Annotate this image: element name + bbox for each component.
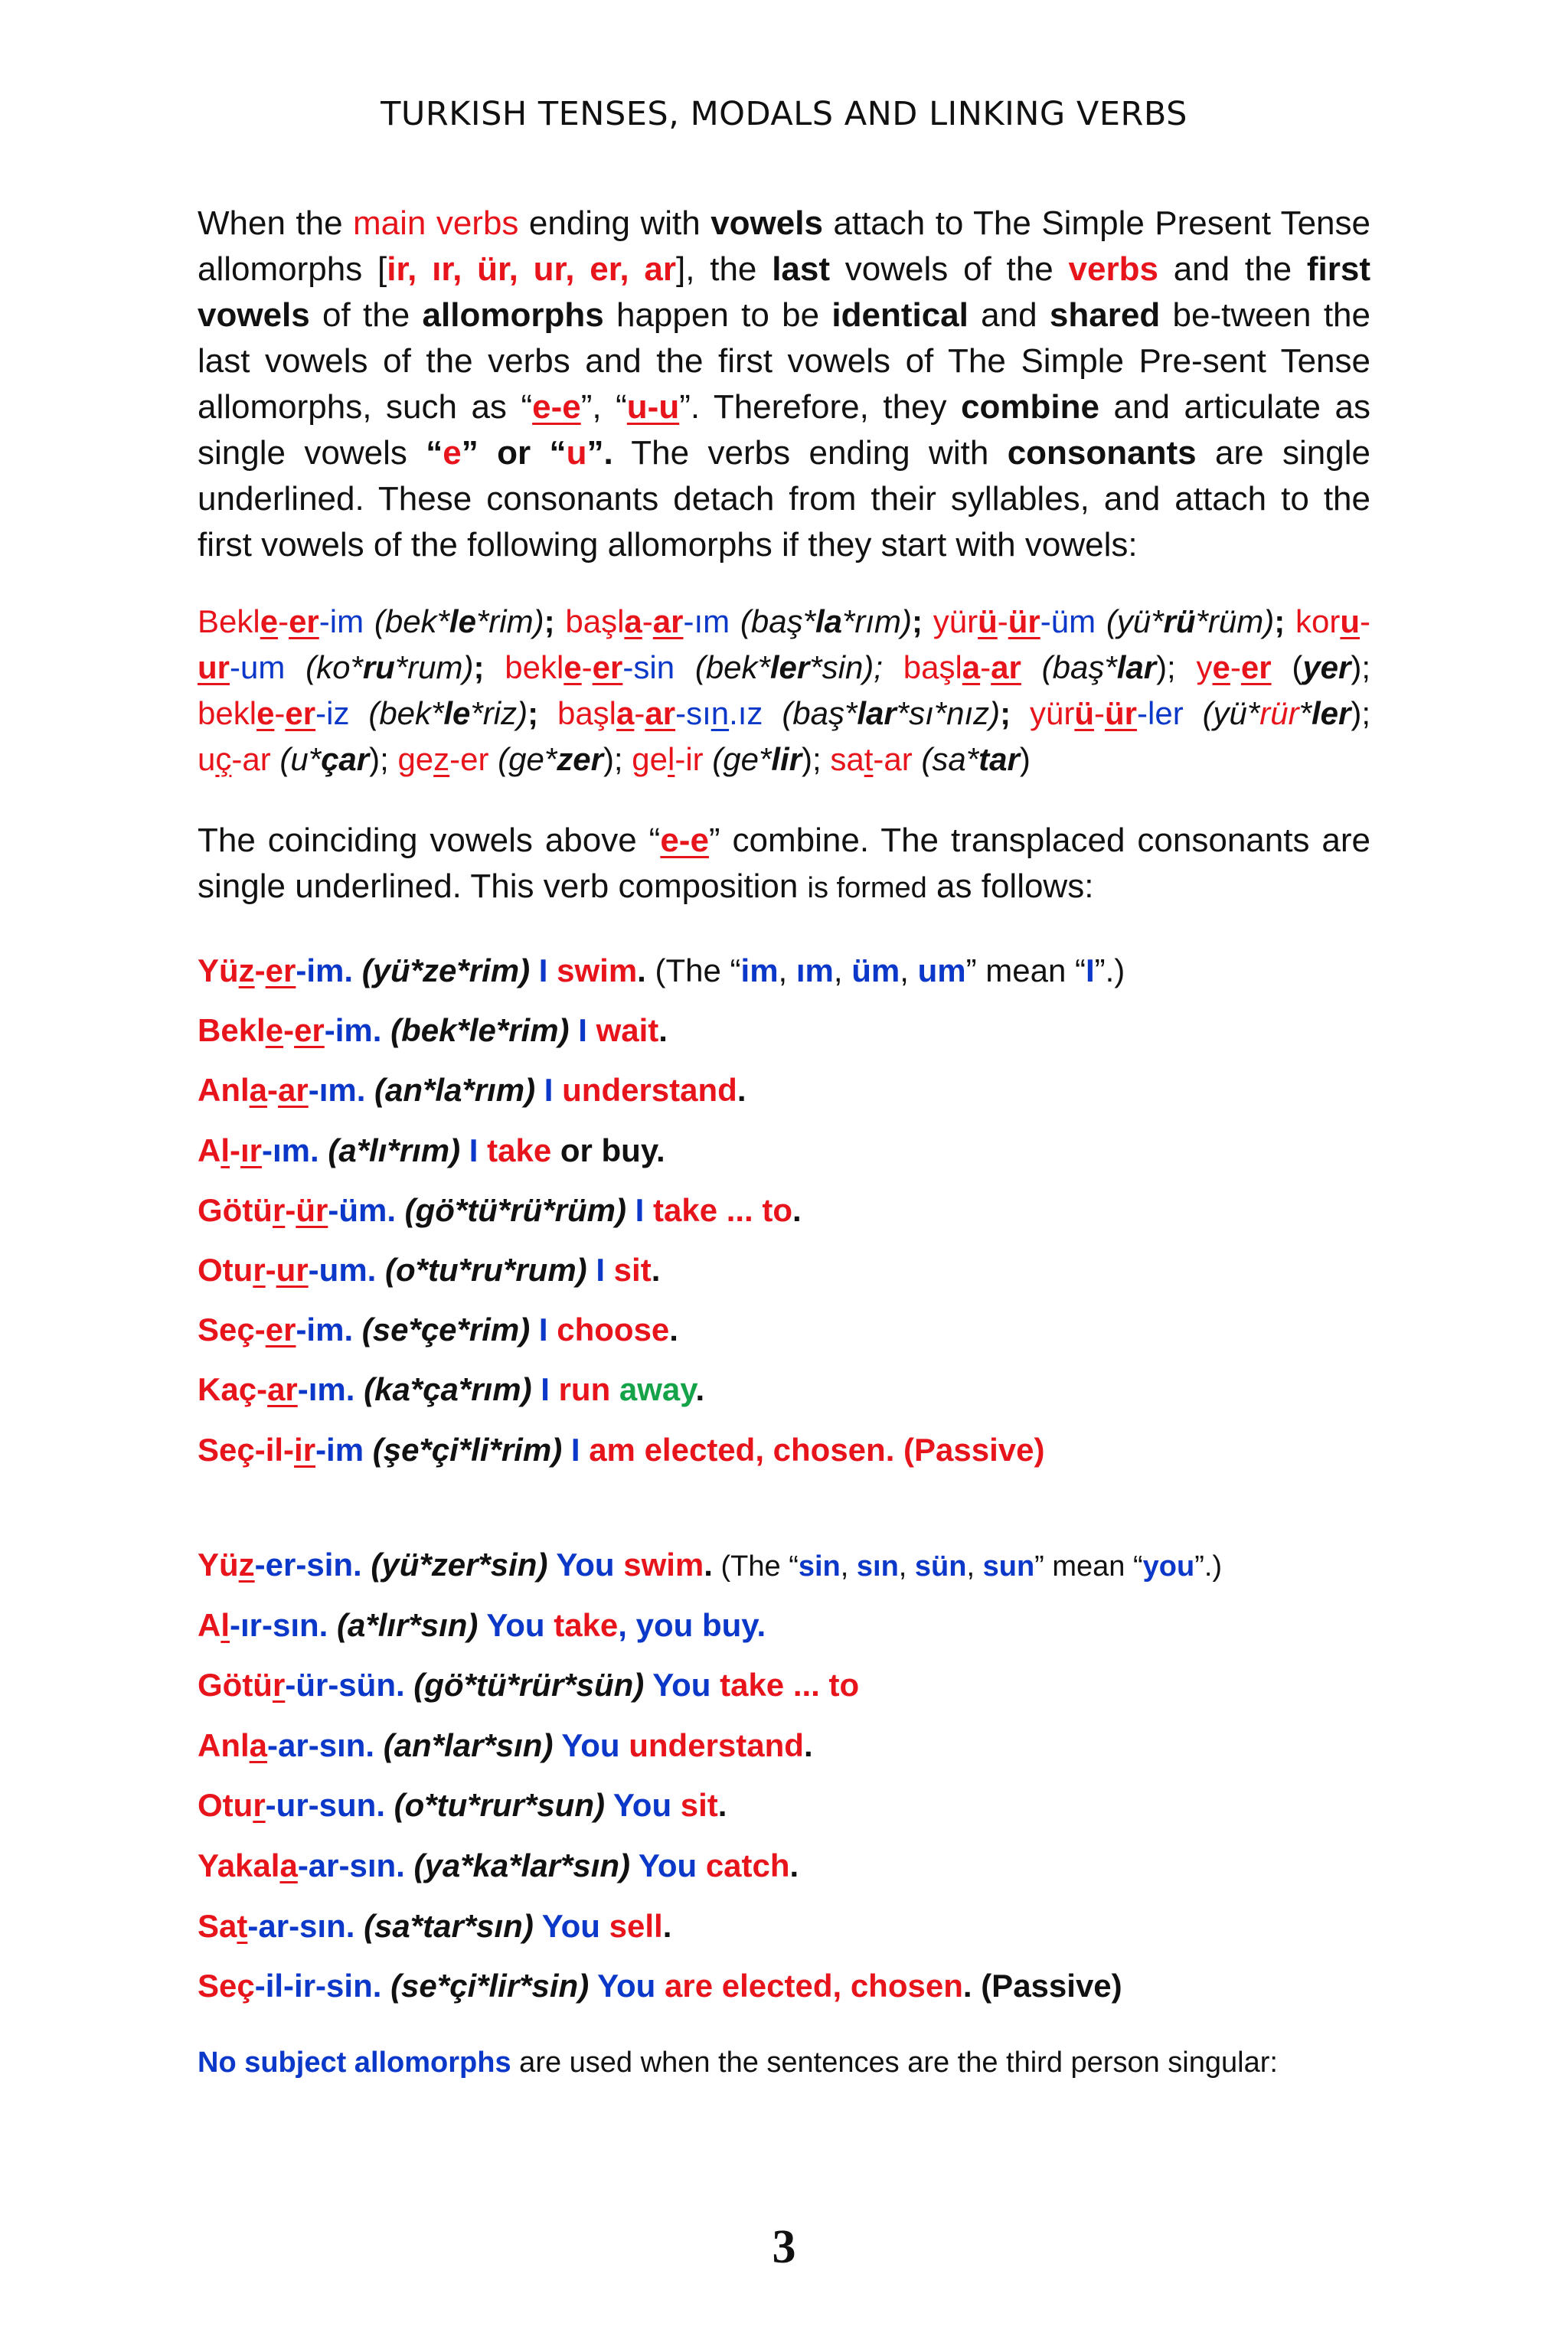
verb-stem: Otu (198, 1787, 253, 1824)
verb-stem: Bekl (198, 1012, 266, 1049)
person-affix: -um. (308, 1252, 377, 1288)
meaning-part: run (558, 1371, 619, 1408)
note-text: ”.) (1194, 1550, 1223, 1583)
sentence-end: . (695, 1371, 705, 1408)
tense-affix: ır (240, 1132, 263, 1168)
pronunciation: (se*çe*rim) (353, 1312, 531, 1348)
meaning: are elected, chosen (665, 1968, 963, 2004)
sentence-end: or buy. (551, 1132, 665, 1168)
pronunciation: (o*tu*ru*rum) (376, 1252, 587, 1288)
page-title: TURKISH TENSES, MODALS AND LINKING VERBS (381, 95, 1187, 133)
dash: - (254, 1312, 266, 1348)
verb-stem: Yakal (198, 1847, 280, 1883)
subject-pronoun: You (533, 1907, 609, 1944)
conjugation-line (198, 1131, 665, 1171)
note-part: sün (914, 1550, 967, 1583)
note-text: ”.) (1094, 952, 1125, 988)
sentence-end: . (Passive) (885, 1431, 1045, 1468)
tense-affix: er (265, 952, 296, 988)
note-part: you (1142, 1550, 1195, 1583)
conjugation-line (198, 1370, 704, 1410)
pronunciation: (se*çi*lir*sin) (381, 1968, 590, 2004)
subject-pronoun: You (644, 1667, 720, 1704)
pronunciation: (ya*ka*lar*sın) (404, 1847, 631, 1883)
verb-stem: Seç (198, 1312, 255, 1348)
tense-affix: ar (278, 1072, 309, 1109)
meaning: take (554, 1606, 619, 1643)
person-affix: -ar-sın. (247, 1907, 355, 1944)
person-affix: -ür-sün. (285, 1667, 405, 1704)
pronunciation: (a*lı*rım) (318, 1132, 461, 1168)
tense-affix: ur (276, 1252, 309, 1288)
sentence-end: . (651, 1252, 661, 1288)
note-text: ” mean “ (965, 952, 1086, 988)
meaning: take ... to (652, 1191, 793, 1228)
note-part: , (778, 952, 796, 988)
conjugation-line (198, 1846, 799, 1886)
dash: - (285, 1191, 296, 1228)
pronunciation: (ka*ça*rım) (354, 1371, 532, 1408)
verb-stem: Anl (198, 1072, 250, 1109)
person-affix: -ar-sın. (297, 1847, 405, 1883)
transplaced-consonant: r (253, 1787, 266, 1824)
transplaced-consonant: l (220, 1132, 230, 1168)
person-affix: -ur-sun. (265, 1787, 385, 1824)
subject-pronoun: You (553, 1726, 629, 1763)
conjugation-line (198, 1250, 660, 1290)
sentence-end: . (669, 1312, 678, 1348)
conjugation-line (198, 951, 1125, 991)
note-text: (The “ (645, 952, 741, 988)
meaning: sit (680, 1787, 718, 1824)
dash: - (267, 1072, 279, 1109)
sentence-end: , you buy. (618, 1606, 766, 1643)
person-affix: -ır-sın. (230, 1606, 328, 1643)
conjugation-line (198, 1310, 678, 1350)
meaning: take (487, 1132, 552, 1168)
subject-pronoun: You (589, 1968, 665, 2004)
transplaced-consonant: r (272, 1191, 286, 1228)
subject-pronoun: I (530, 952, 557, 988)
page-number: 3 (772, 2221, 796, 2273)
person-affix: -er-sin. (254, 1547, 362, 1583)
dash: - (230, 1132, 241, 1168)
person-affix: -im. (296, 1312, 354, 1348)
meaning: take ... to (720, 1667, 860, 1704)
transplaced-consonant: r (272, 1667, 286, 1704)
conjugation-line (198, 1545, 1222, 1586)
sentence-end: . (792, 1191, 802, 1228)
conjugation-line (198, 1785, 727, 1825)
verb-stem: Anl (198, 1726, 250, 1763)
pronunciation: (gö*tü*rür*sün) (404, 1667, 645, 1704)
coinciding-paragraph: The coinciding vowels above “e-e” combine. The transplaced consonants are single underlined. This verb composition is formed as follows: (198, 822, 1370, 905)
note-part: üm (851, 952, 900, 988)
note (646, 952, 1125, 988)
verb-stem: Seç (198, 1968, 255, 2004)
note-text: ” mean “ (1034, 1550, 1143, 1583)
conjugation-line (198, 1070, 746, 1110)
tense-affix: ir (294, 1431, 316, 1468)
note-part: im (740, 952, 779, 988)
transplaced-consonant: t (237, 1907, 248, 1944)
third-person-note: No subject allomorphs are used when the sentences are the third person singular: (198, 2047, 1278, 2079)
verb-stem: Götü (198, 1191, 273, 1228)
note-part: , (966, 1550, 983, 1583)
meaning-part: away (619, 1371, 696, 1408)
pronunciation: (yü*zer*sin) (361, 1547, 548, 1583)
dash: - (265, 1252, 276, 1288)
sentence-end: . (Passive) (962, 1968, 1122, 2004)
person-affix: -im. (324, 1012, 382, 1049)
verb-stem: A (198, 1606, 221, 1643)
subject-pronoun: You (478, 1606, 554, 1643)
transplaced-consonant: a (249, 1726, 268, 1763)
pronunciation: (o*tu*rur*sun) (384, 1787, 605, 1824)
subject-pronoun: I (460, 1132, 488, 1168)
pronunciation: (an*la*rım) (365, 1072, 536, 1109)
conjugation-line (198, 1726, 813, 1766)
conjugation-line (198, 1430, 1045, 1470)
dash: - (254, 952, 266, 988)
note-part: sun (982, 1550, 1035, 1583)
sentence-end: . (803, 1726, 813, 1763)
person-affix: -üm. (328, 1191, 396, 1228)
transplaced-consonant: z (238, 1547, 255, 1583)
tense-affix: ar (267, 1371, 298, 1408)
person-affix: -ım. (308, 1072, 366, 1109)
note (713, 1550, 1222, 1583)
pronunciation: (gö*tü*rü*rüm) (395, 1191, 626, 1228)
dash: -il- (254, 1431, 295, 1468)
meaning (559, 1371, 696, 1407)
conjugation-line (198, 1665, 859, 1705)
meaning: sell (609, 1907, 663, 1944)
examples-paragraph: Bekle-er-im (bek*le*rim); başla-ar-ım (baş*la*rım); yürü-ür-üm (yü*rü*rüm); koru-ur-um (ko*ru*rum); bekle-er-sin (bek*ler*sin); başla-ar (baş*lar); ye-er (yer); bekle-er-iz (bek*le*riz); başla-ar-sın.ız (baş*lar*sı*nız); yürü-ür-ler (yü*rür*ler); uç-ar (u*çar); gez-er (ge*zer); gel-ir (ge*lir); sat-ar (sa*tar) (198, 603, 1371, 777)
meaning: sit (613, 1252, 652, 1288)
transplaced-consonant: a (279, 1847, 298, 1883)
pronunciation: (bek*le*rim) (381, 1012, 570, 1049)
intro-paragraph: When the main verbs ending with vowels attach to The Simple Present Tense allomorphs [ir, ır, ür, ur, er, ar], the last vowels of the verbs and the first vowels of the allomorphs happen to be identical and shared be-tween the last vowels of the verbs and the first vowels of The Simple Pre-sent Tense allomorphs, such as “e-e”, “u-u”. Therefore, they combine and articulate as single vowels “e” or “u”. The verbs ending with consonants are single underlined. These consonants detach from their syllables, and attach to the first vowels of the following allomorphs if they start with vowels: (198, 204, 1371, 564)
transplaced-consonant: a (249, 1072, 268, 1109)
meaning: swim (557, 952, 638, 988)
subject-pronoun: I (530, 1312, 557, 1348)
subject-pronoun: I (531, 1371, 559, 1408)
person-affix: -ar-sın. (267, 1726, 375, 1763)
person-affix: -im. (296, 952, 354, 988)
person-affix: -im (315, 1431, 364, 1468)
meaning: am elected, chosen (589, 1431, 886, 1468)
tense-affix: ür (296, 1191, 328, 1228)
subject-pronoun: You (630, 1847, 706, 1883)
pronunciation: (sa*tar*sın) (354, 1907, 534, 1944)
conjugation-line (198, 1606, 766, 1645)
subject-pronoun: I (586, 1252, 614, 1288)
conjugation-line (198, 1906, 671, 1946)
dash: - (283, 1012, 295, 1049)
note-part: , (840, 1550, 857, 1583)
pronunciation: (a*lır*sın) (328, 1606, 479, 1643)
transplaced-consonant: l (220, 1606, 230, 1643)
transplaced-consonant: e (265, 1012, 284, 1049)
sentence-end: . (637, 952, 646, 988)
tense-affix: er (265, 1312, 296, 1348)
person-affix: -il-ir-sin. (254, 1968, 382, 2004)
note-part: , (833, 952, 852, 988)
subject-pronoun: I (626, 1191, 653, 1228)
verb-stem: Götü (198, 1667, 273, 1704)
meaning: catch (705, 1847, 790, 1883)
conjugation-line (198, 1966, 1122, 2006)
verb-stem: Otu (198, 1252, 253, 1288)
note-part: , (900, 952, 918, 988)
sentence-end: . (658, 1012, 668, 1049)
verb-stem: A (198, 1132, 221, 1168)
note-part: sın (856, 1550, 899, 1583)
pronunciation: (yü*ze*rim) (353, 952, 531, 988)
sentence-end: . (789, 1847, 799, 1883)
subject-pronoun: You (547, 1547, 624, 1583)
note-part: I (1085, 952, 1095, 988)
note-part: sin (798, 1550, 841, 1583)
tense-affix: er (294, 1012, 325, 1049)
meaning: wait (596, 1012, 659, 1049)
conjugation-line (198, 1191, 802, 1230)
sentence-end: . (717, 1787, 727, 1824)
transplaced-consonant: r (253, 1252, 266, 1288)
sentence-end: . (662, 1907, 672, 1944)
verb-stem: Sa (198, 1907, 237, 1944)
sentence-end: . (704, 1547, 713, 1583)
meaning: understand (562, 1072, 737, 1109)
subject-pronoun: I (535, 1072, 563, 1109)
note-part: um (917, 952, 966, 988)
person-affix: -ım. (297, 1371, 355, 1408)
note-part: , (898, 1550, 915, 1583)
subject-pronoun: I (569, 1012, 596, 1049)
verb-stem: Seç (198, 1431, 255, 1468)
dash: - (256, 1371, 268, 1408)
transplaced-consonant: z (238, 952, 255, 988)
note-part: ım (795, 952, 834, 988)
verb-stem: Kaç (198, 1371, 257, 1408)
pronunciation: (şe*çi*li*rim) (364, 1431, 563, 1468)
subject-pronoun: I (562, 1431, 590, 1468)
verb-stem: Yü (198, 1547, 239, 1583)
subject-pronoun: You (604, 1787, 681, 1824)
meaning: choose (557, 1312, 670, 1348)
conjugation-line (198, 1011, 668, 1050)
sentence-end: . (737, 1072, 746, 1109)
note-text: (The “ (712, 1550, 799, 1583)
meaning: swim (623, 1547, 704, 1583)
verb-stem: Yü (198, 952, 239, 988)
pronunciation: (an*lar*sın) (374, 1726, 554, 1763)
person-affix: -ım. (262, 1132, 319, 1168)
meaning: understand (629, 1726, 804, 1763)
